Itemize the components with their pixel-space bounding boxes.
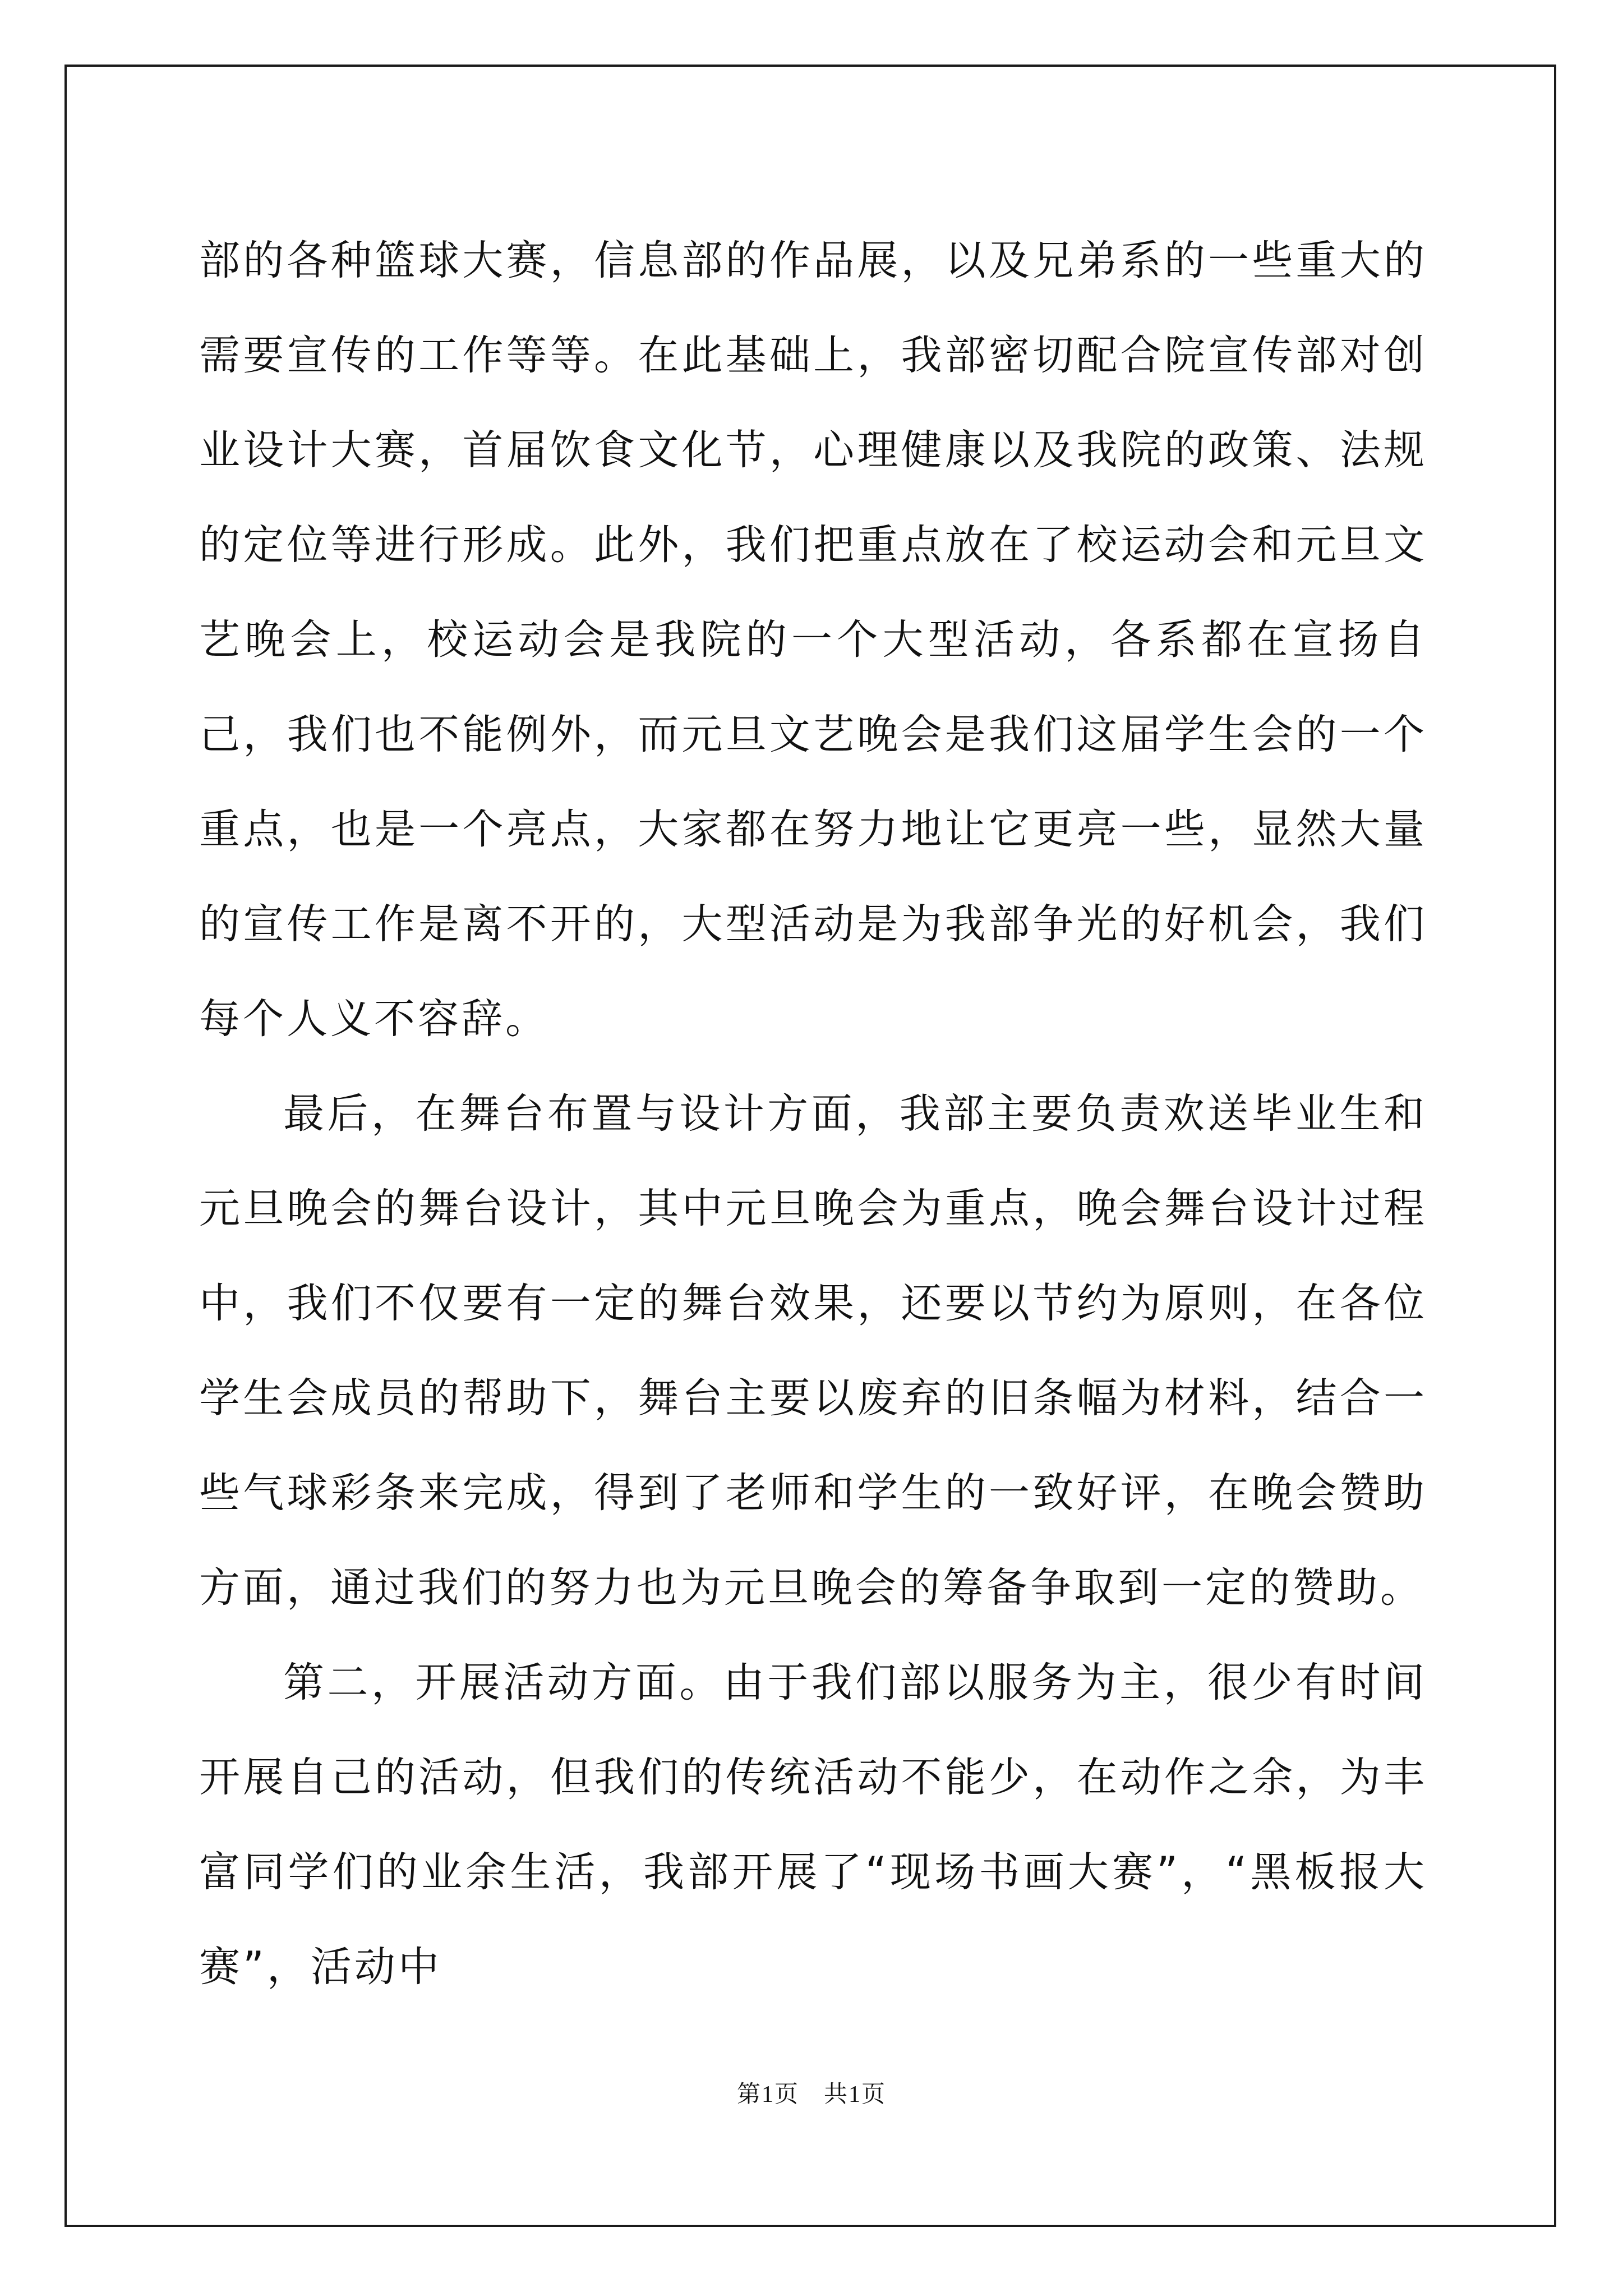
document-body	[199, 213, 1427, 2014]
paragraph-3: 第二，开展活动方面。由于我们部以服务为主，很少有时间开展自己的活动，但我们的传统活动不能少，在动作之余，为丰富同学们的业余生活，我部开展了“现场书画大赛”，“黑板报大赛”，活动中	[199, 1659, 1427, 1991]
paragraph-2: 最后，在舞台布置与设计方面，我部主要负责欢送毕业生和元旦晚会的舞台设计，其中元旦晚会为重点，晚会舞台设计过程中，我们不仅要有一定的舞台效果，还要以节约为原则，在各位学生会成员的帮助下，舞台主要以废弃的旧条幅为材料，结合一些气球彩条来完成，得到了老师和学生的一致好评，在晚会赞助方面，通过我们的努力也为元旦晚会的筹备争取到一定的赞助。	[199, 1090, 1427, 1612]
paragraph-1: 部的各种篮球大赛，信息部的作品展，以及兄弟系的一些重大的需要宣传的工作等等。在此基础上，我部密切配合院宣传部对创业设计大赛，首届饮食文化节，心理健康以及我院的政策、法规的定位等进行形成。此外，我们把重点放在了校运动会和元旦文艺晚会上，校运动会是我院的一个大型活动，各系都在宣扬自己，我们也不能例外，而元旦文艺晚会是我们这届学生会的一个重点，也是一个亮点，大家都在努力地让它更亮一些，显然大量的宣传工作是离不开的，大型活动是为我部争光的好机会，我们每个人义不容辞。	[199, 237, 1427, 1043]
page-footer: 第1页 共1页	[736, 2082, 886, 2108]
